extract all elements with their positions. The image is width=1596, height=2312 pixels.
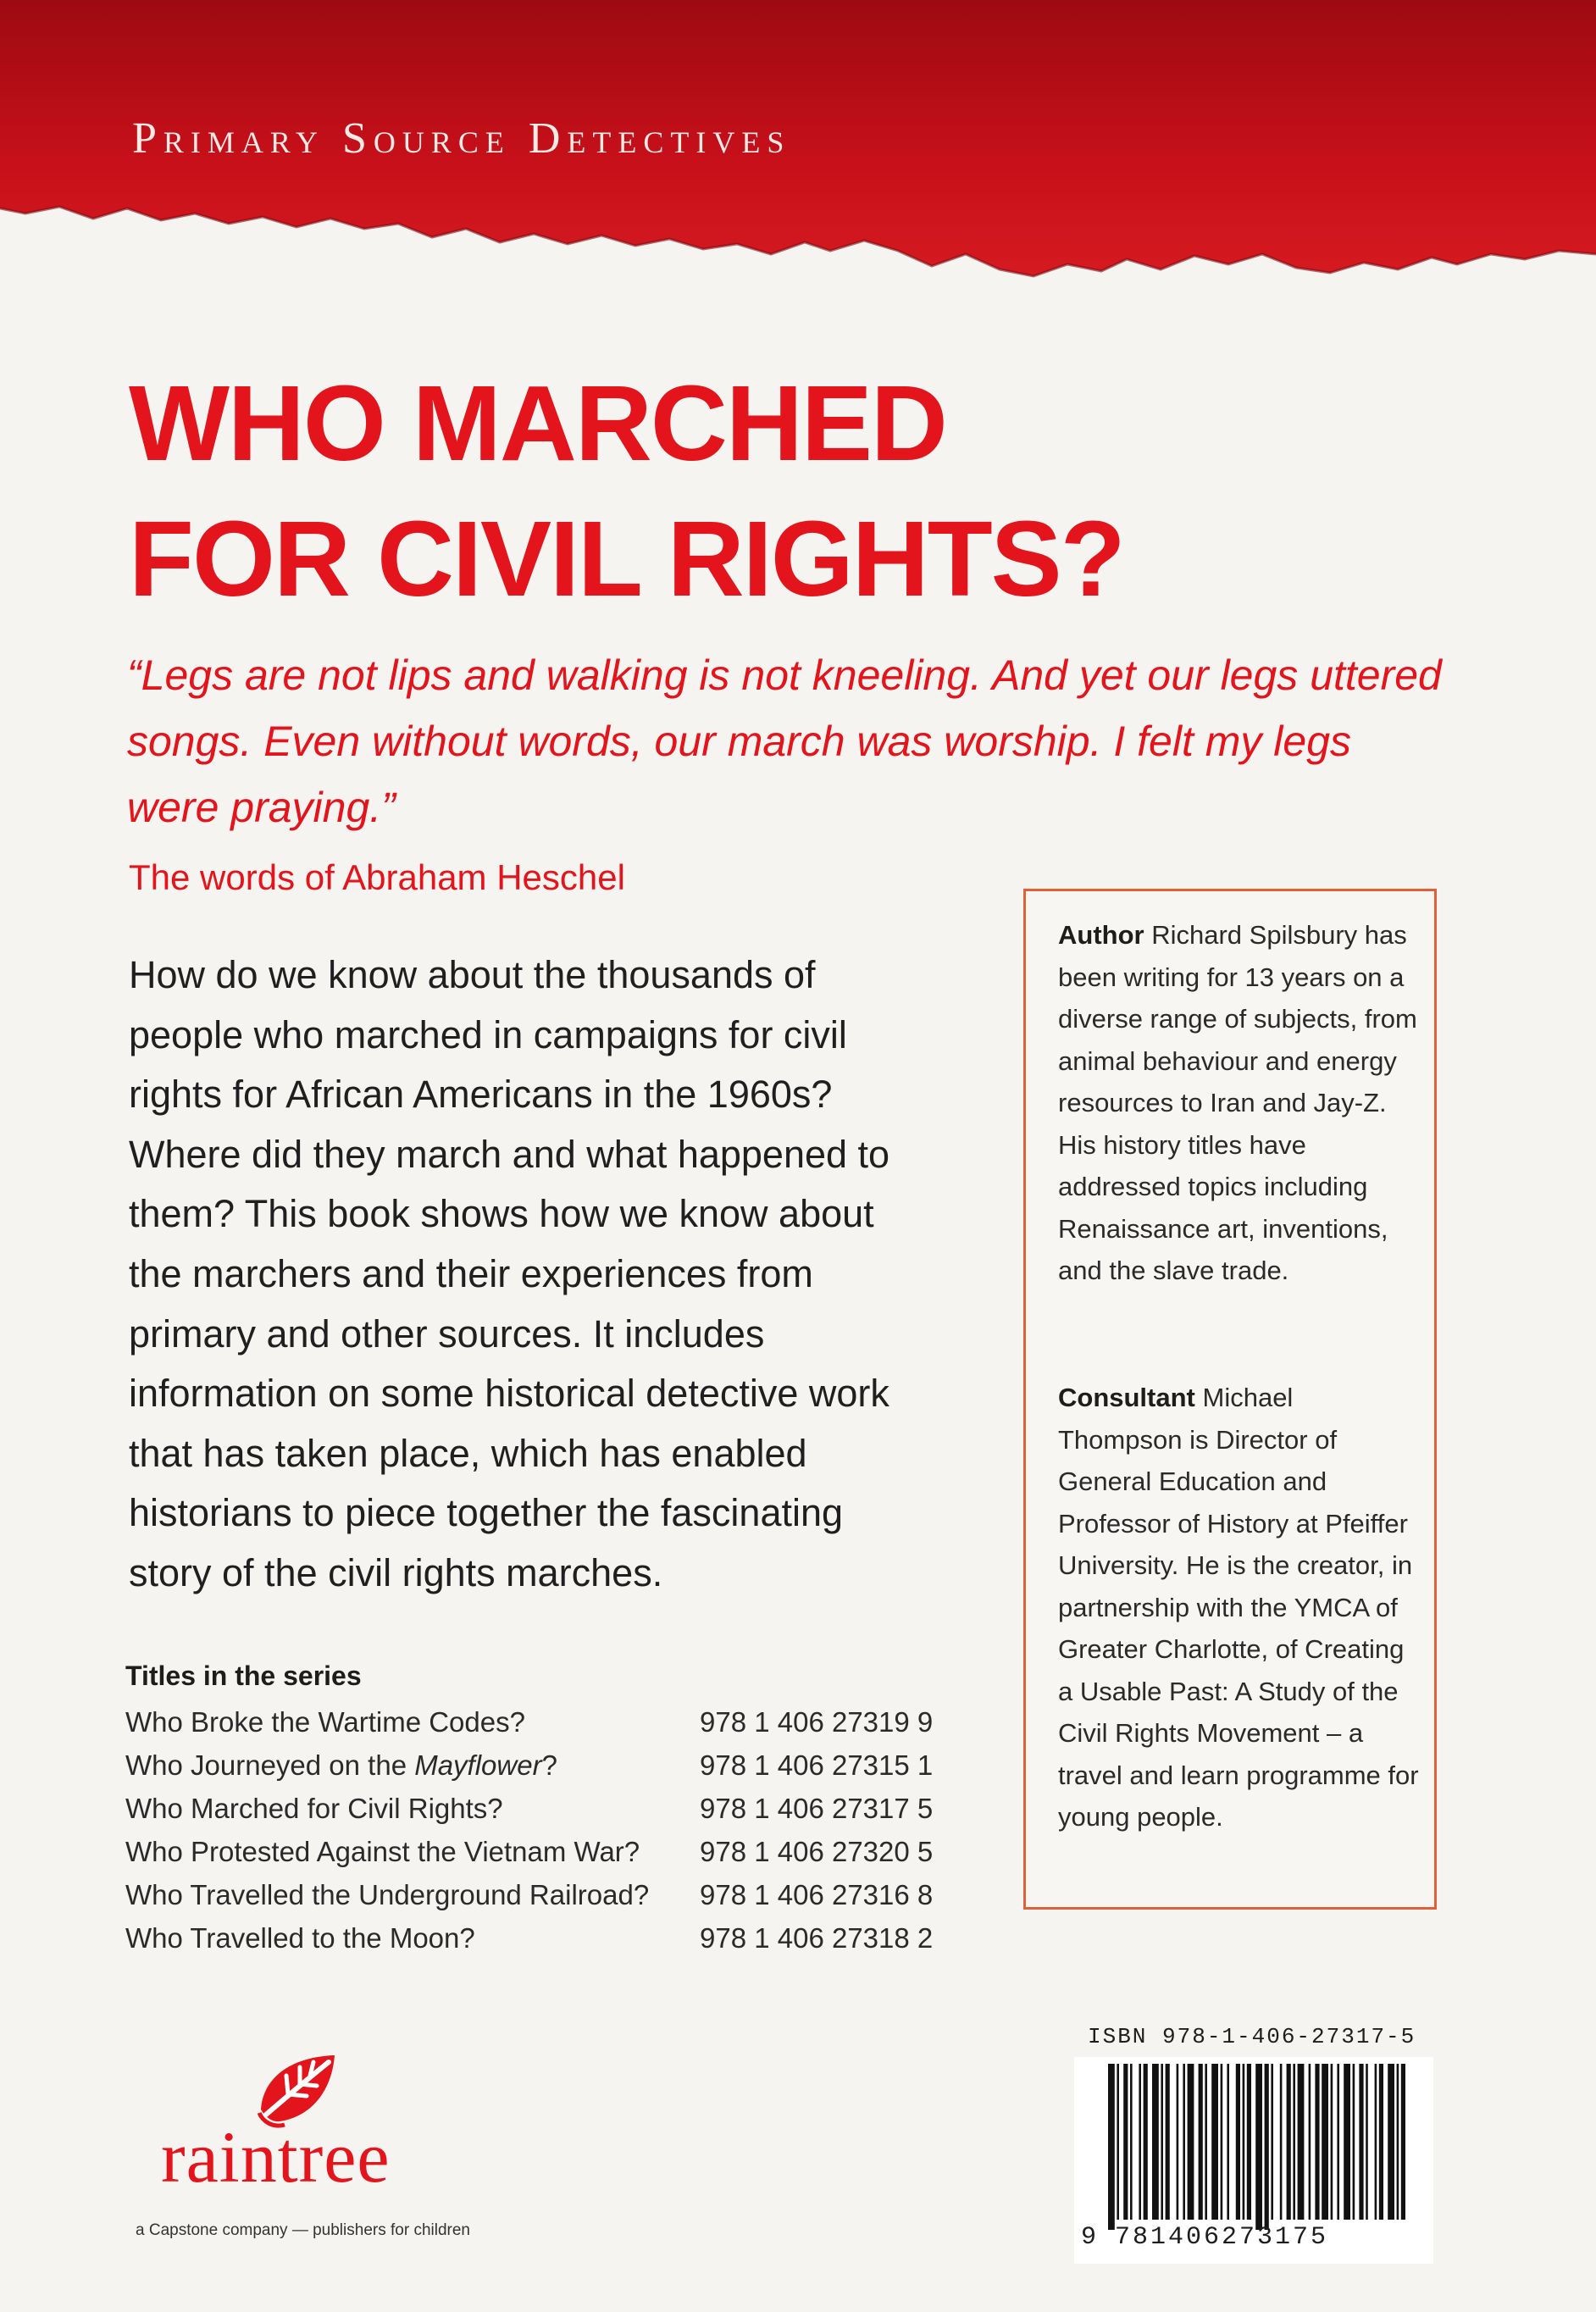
book-title — [129, 356, 1315, 627]
barcode-bar — [1379, 2064, 1383, 2220]
series-title-name: Who Travelled the Underground Railroad? — [125, 1879, 650, 1910]
barcode-lead-digit: 9 — [1081, 2223, 1097, 2252]
barcode-bar — [1293, 2064, 1295, 2220]
barcode-digit-group: 781406273175 — [1115, 2223, 1329, 2252]
barcode-bar — [1401, 2064, 1405, 2220]
consultant-label: Consultant — [1058, 1383, 1195, 1412]
isbn-label: ISBN 978-1-406-27317-5 — [1088, 2024, 1416, 2049]
series-title-name: Who Broke the Wartime Codes? — [125, 1706, 525, 1738]
barcode-bar — [1199, 2064, 1203, 2220]
barcode-bar — [1397, 2064, 1399, 2220]
series-title-row — [125, 1793, 939, 1836]
barcode-bar — [1375, 2064, 1377, 2220]
series-title-isbn: 978 1 406 27316 8 — [700, 1879, 934, 1910]
author-text: Richard Spilsbury has been writing for 13 years on a diverse range of subjects, from animal behaviour and energy resources to Iran and Jay-Z. His history titles have addressed topics including Renaissance art, inventions, and the slave trade. — [1058, 920, 1417, 1285]
barcode-bars — [1108, 2064, 1413, 2230]
barcode-bar — [1166, 2064, 1170, 2220]
barcode-bar — [1236, 2064, 1240, 2220]
pull-quote: “Legs are not lips and walking is not kneeling. And yet our legs uttered songs. Even without words, our march was worship. I felt my legs were praying.” — [127, 651, 1442, 831]
barcode-bar — [1161, 2064, 1163, 2220]
series-title: Primary Source Detectives — [132, 114, 791, 163]
barcode-bar — [1280, 2064, 1283, 2220]
barcode-bar — [1188, 2064, 1194, 2220]
contributors-box — [1023, 889, 1437, 1910]
barcode-bar — [1255, 2064, 1262, 2230]
series-title-isbn: 978 1 406 27320 5 — [700, 1836, 934, 1867]
barcode-bar — [1315, 2064, 1319, 2220]
series-title-row — [125, 1879, 939, 1922]
series-title-name: Who Marched for Civil Rights? — [125, 1793, 503, 1824]
series-title-name: Who Protested Against the Vietnam War? — [125, 1836, 640, 1867]
book-title-line-1: WHO MARCHED — [129, 363, 946, 483]
barcode-bar — [1298, 2064, 1305, 2220]
barcode-bar — [1265, 2064, 1269, 2230]
barcode-bar — [1117, 2064, 1119, 2220]
series-title-name: Who Journeyed on the Mayflower? — [125, 1749, 557, 1781]
barcode-bar — [1144, 2064, 1148, 2220]
barcode-bar — [1108, 2064, 1115, 2230]
barcode-bar — [1322, 2064, 1328, 2220]
book-description: How do we know about the thousands of people who marched in campaigns for civil rights for African Americans in the 1960s? Where did they march and what happened to them? This book shows how we know about the marchers and their experiences from primary and other sources. It includes information on some historical detective work that has taken place, which has enabled historians to piece together the fascinating story of the civil rights marches. — [129, 953, 890, 1594]
series-title-row — [125, 1836, 939, 1879]
barcode-bar — [1211, 2064, 1218, 2220]
series-title-isbn: 978 1 406 27317 5 — [700, 1793, 934, 1824]
isbn-barcode — [1074, 2057, 1433, 2264]
publisher-wordmark: raintree — [161, 2116, 391, 2198]
barcode-bar — [1359, 2064, 1363, 2220]
barcode-bar — [1388, 2064, 1394, 2220]
barcode-bar — [1243, 2064, 1245, 2220]
series-titles-heading: Titles in the series — [125, 1661, 362, 1691]
series-title-name: Who Travelled to the Moon? — [125, 1922, 475, 1954]
barcode-bar — [1123, 2064, 1128, 2220]
series-title-row — [125, 1922, 939, 1965]
series-title-row — [125, 1706, 939, 1749]
series-title-isbn: 978 1 406 27315 1 — [700, 1749, 934, 1781]
barcode-bar — [1183, 2064, 1185, 2220]
consultant-bio — [1058, 1377, 1422, 1838]
barcode-bar — [1205, 2064, 1207, 2220]
barcode-bar — [1221, 2064, 1223, 2220]
barcode-bar — [1271, 2064, 1273, 2220]
barcode-bar — [1337, 2064, 1339, 2220]
series-title-isbn: 978 1 406 27319 9 — [700, 1706, 934, 1738]
author-bio — [1058, 914, 1422, 1292]
barcode-bar — [1152, 2064, 1159, 2220]
barcode-bar — [1344, 2064, 1350, 2220]
barcode-bar — [1139, 2064, 1141, 2220]
series-titles-list — [125, 1706, 939, 1965]
consultant-text: Michael Thompson is Director of General Education and Professor of History at Pfeiffer University. He is the creator, in partnership with the YMCA of Greater Charlotte, of Creating a Usable Past: A Study of the Civil Rights Movement – a travel and learn programme for young people. — [1058, 1383, 1419, 1832]
quote-attribution: The words of Abraham Heschel — [129, 857, 625, 897]
publisher-tagline: a Capstone company — publishers for children — [136, 2221, 470, 2239]
series-title-isbn: 978 1 406 27318 2 — [700, 1922, 934, 1954]
barcode-bar — [1309, 2064, 1311, 2220]
barcode-bar — [1130, 2064, 1133, 2220]
barcode-bar — [1353, 2064, 1355, 2220]
barcode-bar — [1366, 2064, 1368, 2220]
barcode-bar — [1247, 2064, 1251, 2220]
barcode-bar — [1287, 2064, 1291, 2220]
barcode-bar — [1177, 2064, 1179, 2220]
author-label: Author — [1058, 920, 1144, 950]
series-title-row — [125, 1749, 939, 1793]
barcode-bar — [1331, 2064, 1333, 2220]
barcode-bar — [1227, 2064, 1229, 2220]
book-title-line-2: FOR CIVIL RIGHTS? — [129, 499, 1124, 618]
